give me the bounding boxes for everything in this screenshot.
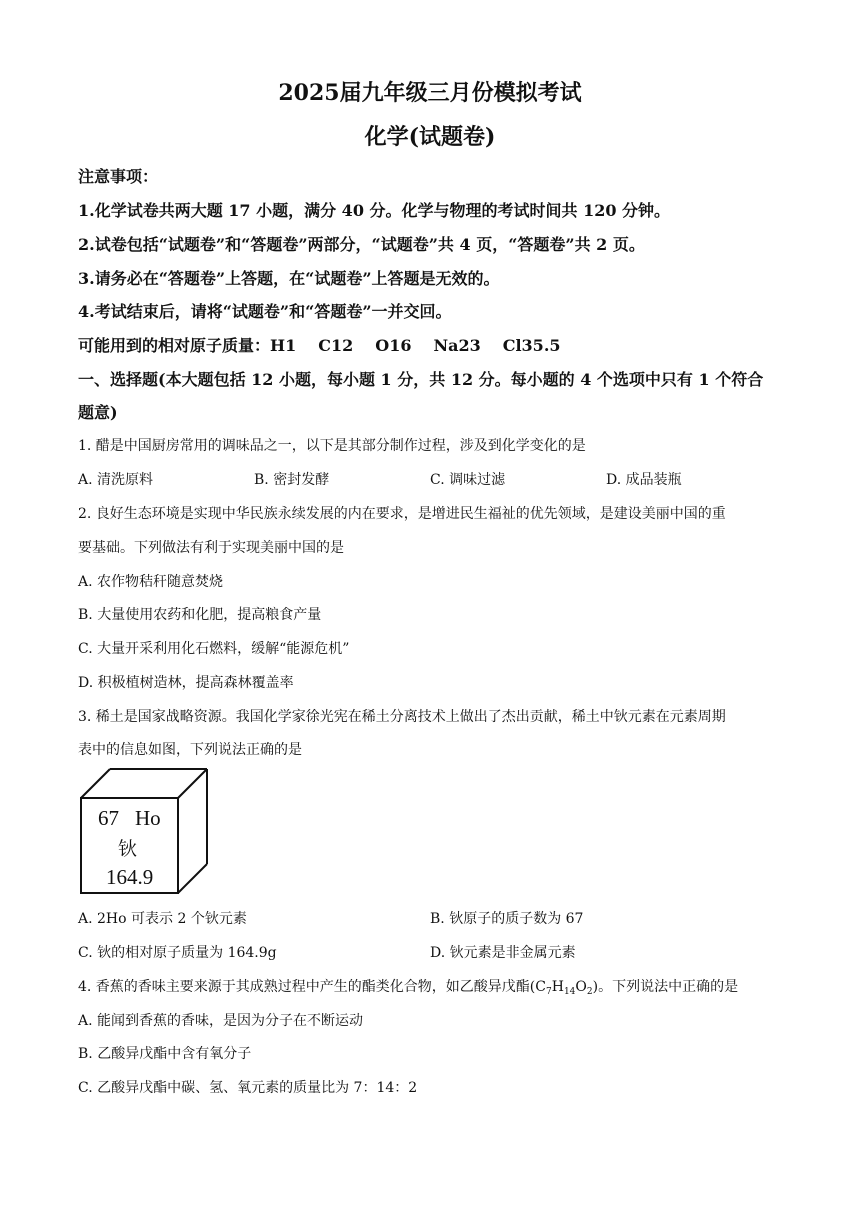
- notice-heading: 注意事项：: [78, 167, 159, 186]
- q4-option-c: C. 乙酸异戊酯中碳、氢、氧元素的质量比为 7：14：2: [78, 1080, 418, 1096]
- q4-option-a: A. 能闻到香蕉的香味，是因为分子在不断运动: [78, 1013, 364, 1029]
- q1-option-a: A. 清洗原料: [78, 472, 154, 488]
- atomic-mass-na: Na23: [433, 336, 481, 355]
- q2-stem: 2. 良好生态环境是实现中华民族永续发展的内在要求，是增进民生福祉的优先领域，是建设美丽中国的重: [78, 506, 726, 522]
- q2-option-a: A. 农作物秸秆随意焚烧: [78, 574, 224, 590]
- q2-option-c: C. 大量开采利用化石燃料，缓解“能源危机”: [78, 641, 350, 657]
- q1-option-d: D. 成品装瓶: [606, 472, 682, 488]
- q3-option-a: A. 2Ho 可表示 2 个钬元素: [78, 911, 247, 927]
- atomic-mass-h: H1: [270, 336, 297, 355]
- q4-stem-text-end: )。下列说法中正确的是: [592, 979, 739, 995]
- formula-sub: 2: [586, 987, 593, 997]
- atomic-mass-cl: Cl35.5: [502, 336, 561, 355]
- q3-option-c: C. 钬的相对原子质量为 164.9g: [78, 945, 277, 961]
- formula-sub: 14: [563, 987, 576, 997]
- atomic-mass-o: O16: [375, 336, 412, 355]
- page-subtitle: 化学(试题卷): [364, 124, 496, 150]
- notice-item: 4.考试结束后，请将“试题卷”和“答题卷”一并交回。: [78, 302, 452, 321]
- q3-option-b: B. 钬原子的质子数为 67: [430, 911, 584, 927]
- formula-part: O: [575, 979, 587, 995]
- q4-option-b: B. 乙酸异戊酯中含有氧分子: [78, 1046, 252, 1062]
- q1-stem: 1. 醋是中国厨房常用的调味品之一，以下是其部分制作过程，涉及到化学变化的是: [78, 438, 586, 454]
- atomic-mass-c: C12: [318, 336, 354, 355]
- q1-option-b: B. 密封发酵: [254, 472, 330, 488]
- q2-option-b: B. 大量使用农药和化肥，提高粮食产量: [78, 607, 322, 623]
- notice-item: 1.化学试卷共两大题 17 小题，满分 40 分。化学与物理的考试时间共 120 分钟。: [78, 201, 671, 220]
- page-title: 2025届九年级三月份模拟考试: [278, 80, 582, 106]
- element-name: 钬: [118, 838, 138, 860]
- q2-stem-cont: 要基础。下列做法有利于实现美丽中国的是: [78, 540, 344, 556]
- notice-item: 2.试卷包括“试题卷”和“答题卷”两部分，“试题卷”共 4 页，“答题卷”共 2 页。: [78, 235, 645, 254]
- element-symbol: Ho: [135, 806, 161, 830]
- atomic-mass-label: 可能用到的相对原子质量：: [78, 336, 271, 355]
- element-card-figure: [80, 768, 210, 896]
- formula-part: H: [551, 979, 564, 995]
- formula-sub: 7: [545, 987, 552, 997]
- q4-stem-text: 4. 香蕉的香味主要来源于其成熟过程中产生的酯类化合物，如乙酸异戊酯(C: [78, 979, 546, 995]
- q3-stem-cont: 表中的信息如图，下列说法正确的是: [78, 742, 302, 758]
- q4-stem: [78, 976, 738, 996]
- element-atomic-number: 67: [98, 806, 119, 830]
- element-atomic-mass: 164.9: [106, 865, 154, 889]
- q2-option-d: D. 积极植树造林，提高森林覆盖率: [78, 675, 294, 691]
- section-heading: 一、选择题(本大题包括 12 小题，每小题 1 分，共 12 分。每小题的 4 个选项中只有 1 个符合: [78, 370, 764, 389]
- section-heading-cont: 题意): [78, 403, 118, 422]
- atomic-mass-line: [78, 333, 561, 356]
- q1-option-c: C. 调味过滤: [430, 472, 506, 488]
- q3-stem: 3. 稀土是国家战略资源。我国化学家徐光宪在稀土分离技术上做出了杰出贡献，稀土中钬元素在元素周期: [78, 709, 726, 725]
- notice-item: 3.请务必在“答题卷”上答题，在“试题卷”上答题是无效的。: [78, 269, 500, 288]
- q3-option-d: D. 钬元素是非金属元素: [430, 945, 576, 961]
